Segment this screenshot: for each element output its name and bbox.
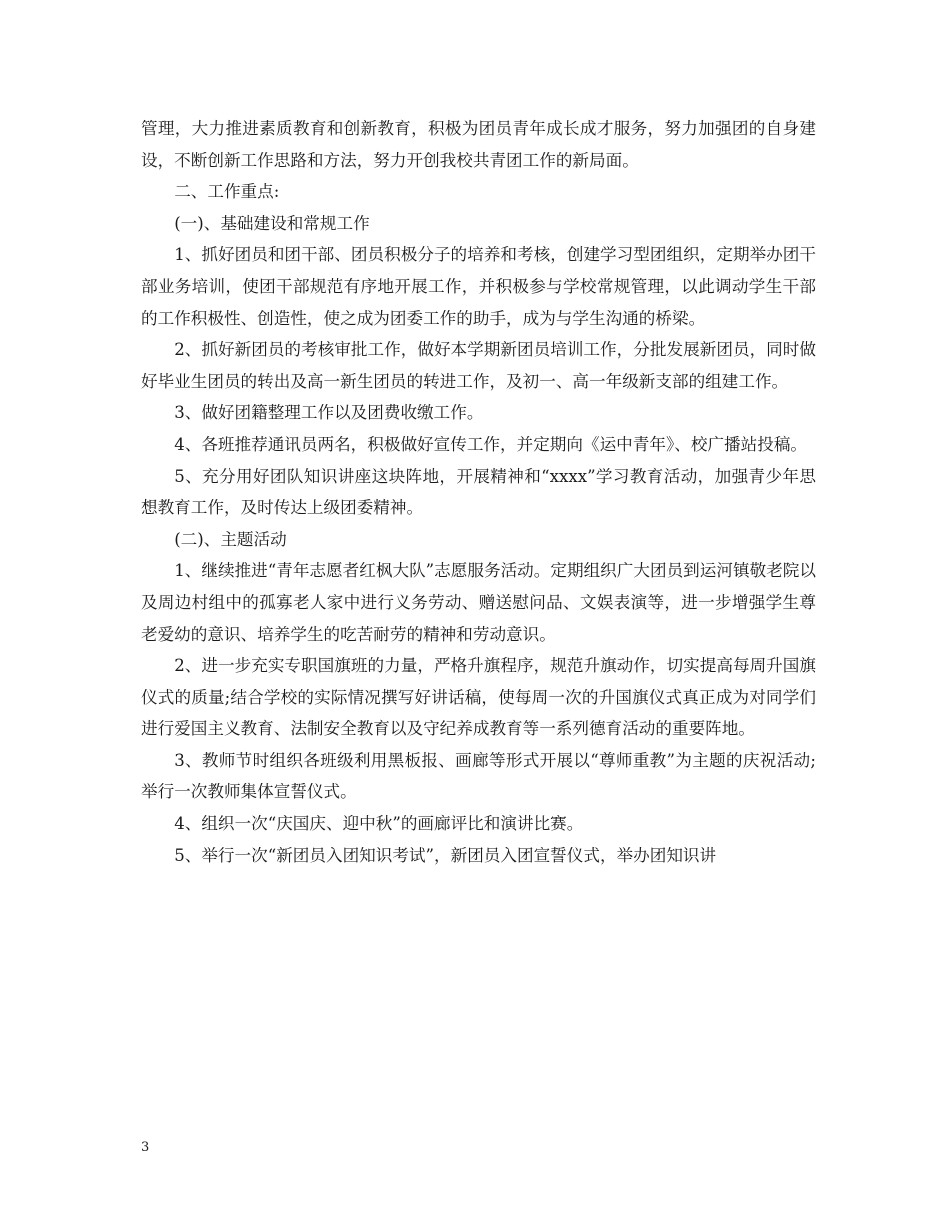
paragraph-item-5: 5、充分用好团队知识讲座这块阵地，开展精神和“xxxx”学习教育活动，加强青少年思想教育工作，及时传达上级团委精神。 [141, 466, 816, 518]
paragraph-item-3: 3、做好团籍整理工作以及团费收缴工作。 [174, 403, 484, 423]
document-body [141, 113, 816, 871]
paragraph-item-1: 1、抓好团员和团干部、团员积极分子的培养和考核，创建学习型团组织，定期举办团干部业务培训，使团干部规范有序地开展工作，并积极参与学校常规管理，以此调动学生干部的工作积极性、创造性，使之成为团委工作的助手，成为与学生沟通的桥梁。 [141, 245, 816, 328]
paragraph-activity-4: 4、组织一次“庆国庆、迎中秋”的画廊评比和演讲比赛。 [174, 814, 584, 834]
paragraph-activity-5: 5、举行一次“新团员入团知识考试”，新团员入团宣誓仪式，举办团知识讲 [174, 845, 717, 865]
paragraph-activity-2: 2、进一步充实专职国旗班的力量，严格升旗程序，规范升旗动作，切实提高每周升国旗仪式的质量;结合学校的实际情况撰写好讲话稿，使每周一次的升国旗仪式真正成为对同学们进行爱国主义教育、法制安全教育以及守纪养成教育等一系列德育活动的重要阵地。 [141, 656, 816, 739]
paragraph-item-2: 2、抓好新团员的考核审批工作，做好本学期新团员培训工作，分批发展新团员，同时做好毕业生团员的转出及高一新生团员的转进工作，及初一、高一年级新支部的组建工作。 [141, 340, 816, 391]
subsection-heading-basic-work: (一)、基础建设和常规工作 [174, 213, 370, 233]
paragraph-item-4: 4、各班推荐通讯员两名，积极做好宣传工作，并定期向《运中青年》、校广播站投稿。 [174, 434, 808, 454]
paragraph-activity-1: 1、继续推进“青年志愿者红枫大队”志愿服务活动。定期组织广大团员到运河镇敬老院以及周边村组中的孤寡老人家中进行义务劳动、赠送慰问品、文娱表演等，进一步增强学生尊老爱幼的意识、培养学生的吃苦耐劳的精神和劳动意识。 [141, 561, 816, 644]
section-heading-work-focus: 二、工作重点: [174, 182, 280, 202]
paragraph-continued: 管理，大力推进素质教育和创新教育，积极为团员青年成长成才服务，努力加强团的自身建设，不断创新工作思路和方法，努力开创我校共青团工作的新局面。 [141, 119, 816, 170]
paragraph-activity-3: 3、教师节时组织各班级利用黑板报、画廊等形式开展以“尊师重教”为主题的庆祝活动;举行一次教师集体宣誓仪式。 [141, 750, 816, 802]
subsection-heading-theme-activities: (二)、主题活动 [174, 529, 287, 549]
page-number: 3 [141, 1140, 150, 1155]
